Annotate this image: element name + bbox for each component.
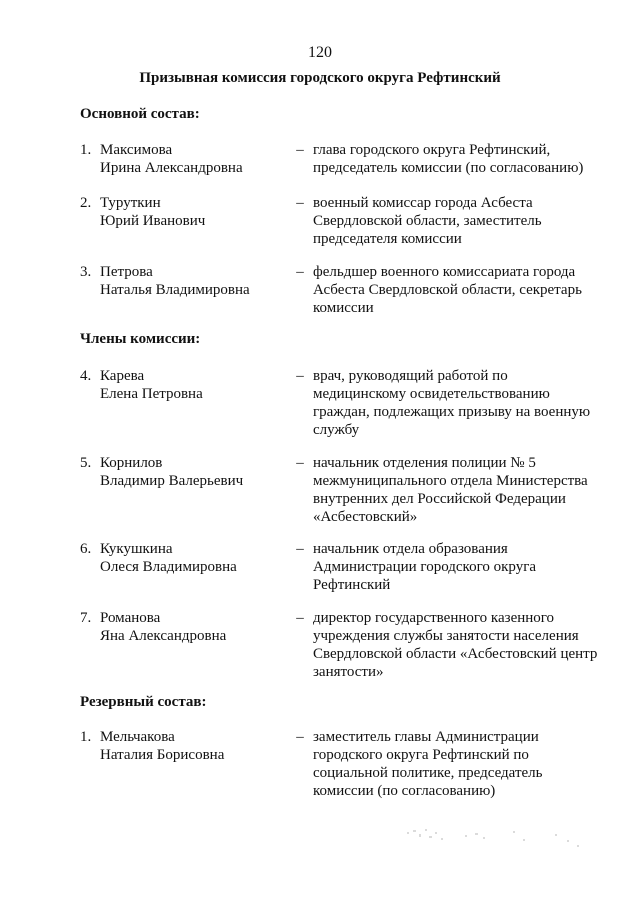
item-number: 6. [80,541,92,557]
dash: – [296,610,304,626]
section-heading-main: Основной состав: [80,106,200,122]
item-number: 1. [80,142,92,158]
position-text [313,367,613,439]
position-text [313,194,613,248]
position-line: начальник отдела образования [313,541,508,557]
person-name [100,367,290,403]
surname: Кукушкина [100,541,173,557]
dash: – [296,455,304,471]
position-line: внутренних дел Российской Федерации [313,491,566,507]
surname: Туруткин [100,195,161,211]
position-line: Асбеста Свердловской области, секретарь [313,282,582,298]
surname: Максимова [100,142,173,158]
position-text [313,141,613,177]
section-heading-reserve: Резервный состав: [80,694,207,710]
given-names: Яна Александровна [100,628,227,644]
position-line: службу [313,422,360,438]
position-line: комиссии (по согласованию) [313,783,496,799]
position-line: Рефтинский [313,577,391,593]
position-line: председателя комиссии [313,231,462,247]
page-number: 120 [308,44,332,61]
position-line: военный комиссар города Асбеста [313,195,533,211]
dash: – [296,368,304,384]
position-line: городского округа Рефтинский по [313,747,529,763]
person-name [100,609,290,645]
position-text [313,728,613,800]
dash: – [296,264,304,280]
position-line: учреждения службы занятости населения [313,628,579,644]
position-line: начальник отделения полиции № 5 [313,455,536,471]
position-line: комиссии [313,300,374,316]
surname: Романова [100,610,161,626]
surname: Корнилов [100,455,163,471]
item-number: 5. [80,455,92,471]
position-line: директор государственного казенного [313,610,555,626]
position-line: занятости» [313,664,384,680]
document-title: Призывная комиссия городского округа Рефтинский [139,70,501,86]
given-names: Наталья Владимировна [100,282,250,298]
item-number: 3. [80,264,92,280]
given-names: Наталия Борисовна [100,747,225,763]
position-line: глава городского округа Рефтинский, [313,142,551,158]
position-line: Свердловской области «Асбестовский центр [313,646,598,662]
given-names: Владимир Валерьевич [100,473,244,489]
surname: Петрова [100,264,153,280]
position-line: председатель комиссии (по согласованию) [313,160,584,176]
given-names: Елена Петровна [100,386,203,402]
person-name [100,141,290,177]
item-number: 7. [80,610,92,626]
position-line: заместитель главы Администрации [313,729,539,745]
surname: Карева [100,368,145,384]
given-names: Ирина Александровна [100,160,243,176]
position-text [313,540,613,594]
position-line: Администрации городского округа [313,559,537,575]
given-names: Юрий Иванович [100,213,206,229]
person-name [100,194,290,230]
dash: – [296,541,304,557]
position-line: Свердловской области, заместитель [313,213,542,229]
position-line: граждан, подлежащих призыву на военную [313,404,591,420]
position-line: социальной политике, председатель [313,765,543,781]
position-text [313,609,613,681]
position-line: «Асбестовский» [313,509,418,525]
dash: – [296,195,304,211]
dash: – [296,729,304,745]
position-line: медицинскому освидетельствованию [313,386,550,402]
person-name [100,540,290,576]
person-name [100,263,290,299]
surname: Мельчакова [100,729,175,745]
dash: – [296,142,304,158]
position-line: врач, руководящий работой по [313,368,508,384]
position-text [313,263,613,317]
section-heading-members: Члены комиссии: [80,331,201,347]
item-number: 2. [80,195,92,211]
person-name [100,728,290,764]
person-name [100,454,290,490]
scan-smudge [405,826,585,852]
position-line: фельдшер военного комиссариата города [313,264,576,280]
position-line: межмуниципального отдела Министерства [313,473,588,489]
item-number: 1. [80,729,92,745]
given-names: Олеся Владимировна [100,559,237,575]
item-number: 4. [80,368,92,384]
position-text [313,454,613,526]
